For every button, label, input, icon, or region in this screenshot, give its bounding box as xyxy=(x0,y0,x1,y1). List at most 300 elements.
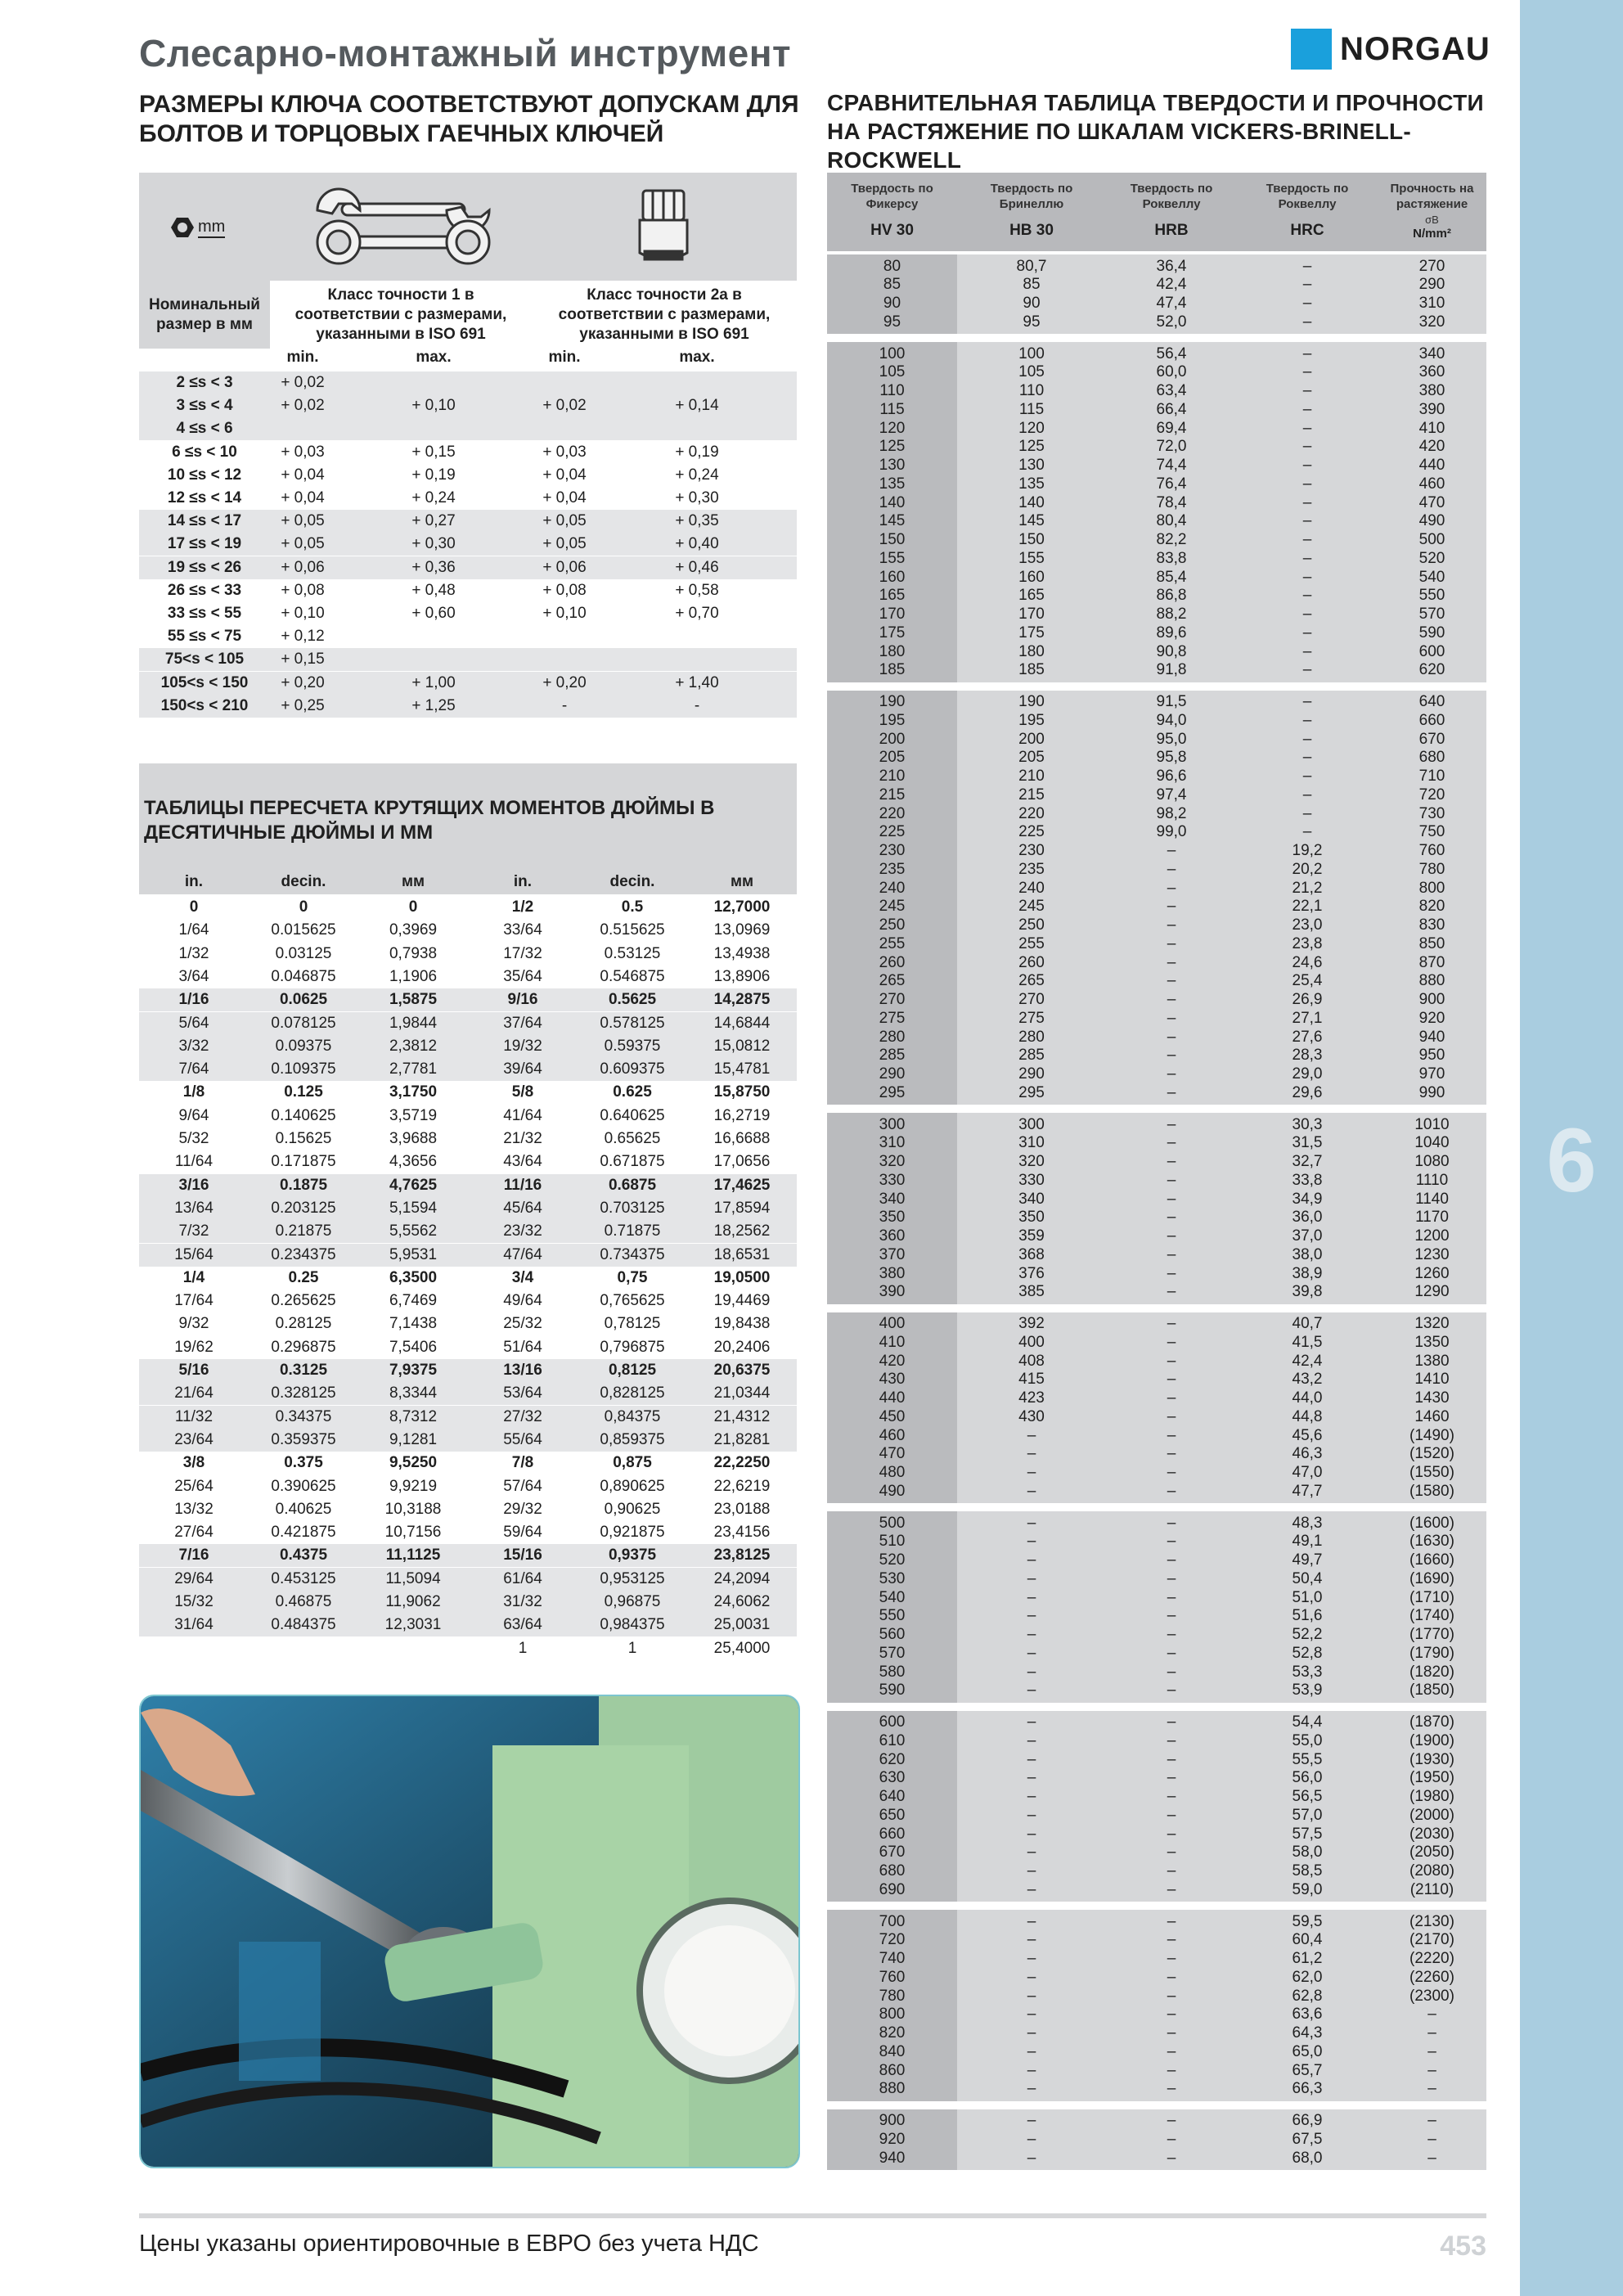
hardness-cell: (2050) xyxy=(1409,1844,1454,1862)
inch-row xyxy=(139,1197,797,1220)
hardness-cell: (1550) xyxy=(1409,1464,1454,1481)
inch-cell: 18,2562 xyxy=(713,1222,771,1240)
inch-row xyxy=(139,1382,797,1405)
inch-cell: 23/32 xyxy=(503,1222,542,1240)
hardness-cell: – xyxy=(1167,916,1176,934)
hardness-cell: – xyxy=(1167,1009,1176,1027)
hardness-group xyxy=(827,254,1486,334)
inch-cell: 51/64 xyxy=(503,1338,542,1356)
hardness-cell: 270 xyxy=(879,991,906,1008)
inch-cell: 3/4 xyxy=(511,1268,534,1286)
hardness-row xyxy=(827,1190,1486,1209)
hardness-cell: – xyxy=(1167,879,1176,897)
hardness-cell: 860 xyxy=(879,2061,906,2079)
inch-cell: 7,5406 xyxy=(389,1338,438,1356)
inch-cell: 1/4 xyxy=(182,1268,205,1286)
hardness-cell: 410 xyxy=(1418,419,1445,437)
inch-cell: 0,90625 xyxy=(604,1500,661,1518)
hardness-cell: 440 xyxy=(1418,457,1445,474)
col-decin-2: decin. xyxy=(609,873,655,890)
hardness-row xyxy=(827,1371,1486,1389)
inch-cell: 25,0031 xyxy=(713,1616,771,1634)
inch-cell: 12,7000 xyxy=(713,898,771,916)
hardness-cell: – xyxy=(1302,711,1312,729)
brand-name: NORGAU xyxy=(1340,30,1490,67)
section-title: Слесарно-монтажный инструмент xyxy=(139,32,792,74)
hardness-cell: – xyxy=(1027,1862,1036,1880)
hardness-cell: 57,5 xyxy=(1292,1825,1323,1843)
hardness-cell: 550 xyxy=(1418,587,1445,605)
hardness-row xyxy=(827,991,1486,1010)
tolerance-table xyxy=(139,173,797,714)
hardness-cell: 620 xyxy=(879,1750,906,1768)
tolerance-row xyxy=(139,533,797,556)
hardness-cell: – xyxy=(1427,2149,1436,2167)
inch-cell: 7/64 xyxy=(178,1060,209,1078)
hardness-cell: 270 xyxy=(1018,991,1045,1008)
inch-row xyxy=(139,1267,797,1290)
hardness-cell: – xyxy=(1167,934,1176,952)
hardness-cell: – xyxy=(1167,1333,1176,1351)
inch-row xyxy=(139,1336,797,1359)
hardness-cell: 63,6 xyxy=(1292,2006,1323,2024)
hardness-row xyxy=(827,1844,1486,1862)
inch-cell: 0.515625 xyxy=(600,921,665,939)
hardness-cell: 90 xyxy=(883,295,901,312)
hardness-cell: 400 xyxy=(879,1315,906,1332)
hardness-cell: 368 xyxy=(1018,1245,1045,1263)
hardness-cell: 95 xyxy=(1023,313,1041,331)
hardness-cell: 24,6 xyxy=(1292,953,1323,971)
hardness-row xyxy=(827,1028,1486,1047)
inch-cell: 0,890625 xyxy=(600,1477,665,1495)
hardness-cell: (1490) xyxy=(1409,1426,1454,1444)
hardness-cell: 69,4 xyxy=(1156,419,1187,437)
hardness-row xyxy=(827,1209,1486,1227)
hardness-row xyxy=(827,587,1486,606)
hardness-row xyxy=(827,1825,1486,1844)
tolerance-heading: РАЗМЕРЫ КЛЮЧА СООТВЕТСТВУЮТ ДОПУСКАМ ДЛЯ БОЛТОВ И ТОРЦОВЫХ ГАЕЧНЫХ КЛЮЧЕЙ xyxy=(139,91,799,147)
col-title-hrc: Твердость по Роквеллу xyxy=(1266,182,1349,211)
inch-row xyxy=(139,1150,797,1173)
hardness-cell: 38,9 xyxy=(1292,1264,1323,1282)
hardness-cell: 52,0 xyxy=(1156,313,1187,331)
hardness-cell: 250 xyxy=(1018,916,1045,934)
hardness-row xyxy=(827,363,1486,382)
tolerance-cell: + 0,20 xyxy=(542,673,587,691)
hardness-cell: 1380 xyxy=(1414,1352,1450,1370)
hardness-cell: – xyxy=(1167,1551,1176,1569)
hardness-cell: 690 xyxy=(879,1880,906,1898)
hardness-cell: 190 xyxy=(1018,693,1045,710)
hardness-cell: 56,0 xyxy=(1292,1769,1323,1787)
hardness-row xyxy=(827,934,1486,953)
inch-cell: 17,0656 xyxy=(713,1153,771,1171)
hardness-row xyxy=(827,1806,1486,1825)
hardness-cell: (1580) xyxy=(1409,1482,1454,1500)
hardness-cell: – xyxy=(1027,2006,1036,2024)
hardness-cell: 53,9 xyxy=(1292,1681,1323,1699)
hardness-row xyxy=(827,749,1486,768)
hardness-cell: – xyxy=(1302,786,1312,804)
hardness-row xyxy=(827,711,1486,730)
hardness-row xyxy=(827,1569,1486,1588)
hardness-cell: – xyxy=(1167,1115,1176,1133)
inch-cell: 15/32 xyxy=(174,1593,214,1610)
hardness-cell: – xyxy=(1167,1769,1176,1787)
hardness-row xyxy=(827,693,1486,712)
hardness-cell: – xyxy=(1302,400,1312,418)
hardness-cell: 1430 xyxy=(1414,1389,1450,1407)
hardness-cell: 320 xyxy=(1418,313,1445,331)
inch-cell: 37/64 xyxy=(503,1014,542,1032)
inch-cell: 15,8750 xyxy=(713,1083,771,1101)
hardness-cell: 660 xyxy=(1418,711,1445,729)
hardness-cell: 175 xyxy=(1018,624,1045,642)
hardness-cell: 225 xyxy=(879,823,906,841)
hardness-group xyxy=(827,1711,1486,1902)
inch-cell: 0.421875 xyxy=(271,1524,336,1542)
inch-cell: 3,9688 xyxy=(389,1130,438,1147)
inch-cell: 57/64 xyxy=(503,1477,542,1495)
inch-row xyxy=(139,943,797,966)
hardness-cell: 920 xyxy=(879,2130,906,2148)
hardness-cell: 380 xyxy=(879,1264,906,1282)
hardness-cell: 49,7 xyxy=(1292,1551,1323,1569)
hardness-cell: – xyxy=(1167,1880,1176,1898)
inch-cell: 0.15625 xyxy=(275,1130,332,1147)
hardness-table xyxy=(827,173,1486,2165)
inch-row xyxy=(139,1220,797,1243)
hardness-cell: – xyxy=(1427,2061,1436,2079)
hardness-cell: 22,1 xyxy=(1292,898,1323,916)
hardness-heading: СРАВНИТЕЛЬНАЯ ТАБЛИЦА ТВЕРДОСТИ И ПРОЧНОСТИ НА РАСТЯЖЕНИЕ ПО ШКАЛАМ VICKERS-BRINELL-ROCKWELL xyxy=(827,90,1484,173)
tolerance-cell: - xyxy=(561,696,568,714)
inch-cell: 1/64 xyxy=(178,921,209,939)
hardness-row xyxy=(827,2080,1486,2099)
nominal-size-cell: 55 ≤s < 75 xyxy=(167,628,242,646)
hardness-cell: (1740) xyxy=(1409,1607,1454,1625)
hardness-cell: 66,4 xyxy=(1156,400,1187,418)
hardness-cell: – xyxy=(1027,1968,1036,1986)
hardness-cell: (2300) xyxy=(1409,1987,1454,2005)
hardness-cell: 130 xyxy=(879,457,906,474)
hardness-cell: (1980) xyxy=(1409,1788,1454,1805)
hardness-cell: (2130) xyxy=(1409,1912,1454,1930)
hardness-cell: – xyxy=(1302,257,1312,275)
nominal-size-cell: 105<s < 150 xyxy=(160,673,249,691)
hardness-cell: 23,8 xyxy=(1292,934,1323,952)
hardness-cell: 230 xyxy=(1018,842,1045,859)
inch-cell: 18,6531 xyxy=(713,1245,771,1263)
sigma-b-label: σB xyxy=(1425,214,1439,226)
hardness-cell: – xyxy=(1027,1713,1036,1731)
hardness-cell: – xyxy=(1167,991,1176,1008)
hardness-cell: – xyxy=(1167,2006,1176,2024)
hardness-cell: 680 xyxy=(1418,749,1445,767)
hardness-row xyxy=(827,549,1486,568)
hardness-row xyxy=(827,1788,1486,1807)
hardness-cell: – xyxy=(1027,2149,1036,2167)
hardness-cell: 220 xyxy=(1018,804,1045,822)
hardness-cell: – xyxy=(1027,1588,1036,1606)
hardness-cell: 39,8 xyxy=(1292,1283,1323,1301)
hardness-cell: (1950) xyxy=(1409,1769,1454,1787)
inch-cell: 45/64 xyxy=(503,1199,542,1217)
inch-cell: 0.140625 xyxy=(271,1106,336,1124)
hardness-cell: 880 xyxy=(879,2080,906,2098)
inch-row xyxy=(139,1591,797,1614)
inch-cell: 13,8906 xyxy=(713,967,771,985)
hardness-cell: – xyxy=(1167,898,1176,916)
col-unit-tensile: N/mm² xyxy=(1413,227,1451,241)
hardness-cell: 160 xyxy=(879,568,906,586)
tolerance-cell: + 0,06 xyxy=(542,558,587,576)
inch-cell: 7/32 xyxy=(178,1222,209,1240)
col-title-hv: Твердость по Фикерсу xyxy=(851,182,933,211)
hardness-cell: 423 xyxy=(1018,1389,1045,1407)
hardness-cell: 48,3 xyxy=(1292,1514,1323,1532)
inch-cell: 11,1125 xyxy=(385,1546,441,1564)
hardness-cell: 97,4 xyxy=(1156,786,1187,804)
hardness-cell: 115 xyxy=(879,400,905,418)
inch-cell: 3,1750 xyxy=(389,1083,438,1101)
hardness-cell: 120 xyxy=(879,419,906,437)
tolerance-cell: + 0,03 xyxy=(542,443,587,461)
inch-cell: 13/64 xyxy=(174,1199,214,1217)
inch-cell: 5,5562 xyxy=(389,1222,438,1240)
hardness-cell: 800 xyxy=(879,2006,906,2024)
tolerance-row xyxy=(139,672,797,695)
hardness-row xyxy=(827,493,1486,512)
inch-cell: 23,8125 xyxy=(713,1546,771,1564)
hardness-cell: – xyxy=(1302,823,1312,841)
hardness-cell: 33,8 xyxy=(1292,1171,1323,1189)
hardness-cell: 21,2 xyxy=(1292,879,1323,897)
hardness-cell: 840 xyxy=(879,2042,906,2060)
inch-row xyxy=(139,1429,797,1452)
hardness-cell: – xyxy=(1167,1445,1176,1463)
inch-cell: 0.171875 xyxy=(271,1153,336,1171)
hardness-cell: 650 xyxy=(879,1806,906,1824)
hardness-cell: 1110 xyxy=(1415,1171,1449,1189)
inch-cell: 0.703125 xyxy=(600,1199,665,1217)
hardness-cell: 165 xyxy=(1018,587,1045,605)
hardness-cell: 91,5 xyxy=(1156,693,1187,710)
tolerance-cell: + 0,03 xyxy=(281,443,325,461)
inch-cell: 21/64 xyxy=(174,1384,214,1402)
hardness-cell: 200 xyxy=(879,730,906,748)
hardness-cell: – xyxy=(1302,642,1312,660)
hardness-cell: 235 xyxy=(879,860,906,878)
wrench-photo xyxy=(139,1695,800,2168)
inch-cell: 22,6219 xyxy=(713,1477,771,1495)
hardness-cell: 38,0 xyxy=(1292,1245,1323,1263)
hardness-cell: – xyxy=(1427,2006,1436,2024)
col-unit-hv: HV 30 xyxy=(870,222,914,239)
inch-cell: 0,75 xyxy=(617,1268,648,1286)
hardness-cell: 260 xyxy=(1018,953,1045,971)
hardness-cell: 340 xyxy=(879,1190,906,1208)
hardness-cell: 105 xyxy=(879,363,906,381)
inch-row xyxy=(139,1568,797,1591)
hardness-cell: 620 xyxy=(1418,661,1445,679)
inch-cell: 0.3125 xyxy=(279,1362,328,1379)
hardness-row xyxy=(827,1588,1486,1607)
hardness-cell: 1080 xyxy=(1414,1153,1450,1170)
tolerance-cell: + 0,02 xyxy=(542,397,587,415)
hardness-row xyxy=(827,400,1486,419)
hardness-group xyxy=(827,691,1486,1105)
col-mm-1: мм xyxy=(401,873,425,890)
hardness-cell: 610 xyxy=(879,1731,906,1749)
inch-cell: 5/8 xyxy=(511,1083,534,1101)
inch-cell: 35/64 xyxy=(503,967,542,985)
hardness-row xyxy=(827,730,1486,749)
inch-cell: 0.078125 xyxy=(271,1014,336,1032)
hardness-cell: – xyxy=(1302,295,1312,312)
tolerance-cell: + 0,19 xyxy=(411,466,456,484)
tolerance-cell: + 0,08 xyxy=(281,581,325,599)
inch-cell: 5/16 xyxy=(178,1362,209,1379)
inch-cell: 14,2875 xyxy=(713,991,771,1009)
hardness-cell: 310 xyxy=(879,1134,906,1152)
inch-row xyxy=(139,988,797,1011)
inch-cell: 23,0188 xyxy=(713,1500,771,1518)
hardness-cell: 130 xyxy=(1018,457,1045,474)
hardness-cell: 580 xyxy=(879,1663,906,1681)
inch-cell: 0.40625 xyxy=(275,1500,332,1518)
inch-cell: 63/64 xyxy=(503,1616,542,1634)
hardness-row xyxy=(827,276,1486,295)
hardness-cell: 260 xyxy=(879,953,906,971)
inch-cell: 8,7312 xyxy=(389,1407,438,1425)
hardness-cell: – xyxy=(1167,1533,1176,1551)
inch-cell: 24,2094 xyxy=(713,1569,771,1587)
hardness-cell: 570 xyxy=(879,1644,906,1662)
col-title-tensile: Прочность на растяжение xyxy=(1390,182,1474,211)
hardness-row xyxy=(827,1047,1486,1065)
inch-cell: 0.625 xyxy=(613,1083,652,1101)
inch-table-title: ТАБЛИЦЫ ПЕРЕСЧЕТА КРУТЯЩИХ МОМЕНТОВ ДЮЙМЫ В ДЕСЯТИЧНЫЕ ДЮЙМЫ И ММ xyxy=(144,797,715,844)
class1-header: Класс точности 1 в соответствии с размерами, указанными в ISO 691 xyxy=(294,286,507,343)
tolerance-cell: + 0,05 xyxy=(542,535,587,553)
tolerance-icons-band xyxy=(139,173,797,281)
hardness-cell: – xyxy=(1167,1987,1176,2005)
inch-cell: 0.046875 xyxy=(271,967,336,985)
inch-cell: 14,6844 xyxy=(713,1014,771,1032)
inch-cell: 0.671875 xyxy=(600,1153,665,1171)
inch-cell: 0.265625 xyxy=(271,1292,336,1310)
hardness-cell: (1850) xyxy=(1409,1681,1454,1699)
hardness-cell: 195 xyxy=(1018,711,1045,729)
hardness-cell: 34,9 xyxy=(1292,1190,1323,1208)
hardness-cell: 1410 xyxy=(1414,1371,1450,1389)
hardness-cell: 225 xyxy=(1018,823,1045,841)
hardness-cell: 91,8 xyxy=(1156,661,1187,679)
hardness-cell: 215 xyxy=(879,786,906,804)
inch-cell: 8,3344 xyxy=(389,1384,438,1402)
inch-cell: 0.453125 xyxy=(271,1569,336,1587)
hardness-cell: 275 xyxy=(1018,1009,1045,1027)
hardness-cell: – xyxy=(1427,2042,1436,2060)
hardness-cell: – xyxy=(1167,2149,1176,2167)
hardness-cell: 670 xyxy=(1418,730,1445,748)
hex-mm-label xyxy=(170,217,225,238)
hardness-cell: 155 xyxy=(1018,549,1045,567)
hardness-row xyxy=(827,1514,1486,1533)
hardness-cell: (1690) xyxy=(1409,1569,1454,1587)
hardness-cell: 1230 xyxy=(1414,1245,1450,1263)
tolerance-row xyxy=(139,648,797,671)
inch-row xyxy=(139,1012,797,1035)
inch-row xyxy=(139,1544,797,1567)
hardness-cell: – xyxy=(1167,1047,1176,1065)
hardness-cell: – xyxy=(1302,419,1312,437)
hardness-row xyxy=(827,1750,1486,1769)
tolerance-row xyxy=(139,394,797,417)
hardness-cell: – xyxy=(1302,624,1312,642)
hardness-cell: – xyxy=(1167,1264,1176,1282)
inch-cell: 11,9062 xyxy=(385,1593,441,1610)
hardness-row xyxy=(827,1009,1486,1028)
hardness-cell: 660 xyxy=(879,1825,906,1843)
hardness-row xyxy=(827,1912,1486,1931)
nominal-size-cell: 26 ≤s < 33 xyxy=(167,581,242,599)
hardness-cell: 310 xyxy=(1418,295,1445,312)
hardness-cell: 540 xyxy=(1418,568,1445,586)
hardness-cell: (2220) xyxy=(1409,1950,1454,1967)
hardness-cell: 530 xyxy=(879,1569,906,1587)
hardness-cell: 920 xyxy=(1418,1009,1445,1027)
hardness-cell: 940 xyxy=(879,2149,906,2167)
tolerance-cell: + 0,04 xyxy=(542,489,587,506)
inch-row xyxy=(139,1128,797,1150)
inch-cell: 6,7469 xyxy=(389,1292,438,1310)
hardness-cell: 590 xyxy=(879,1681,906,1699)
hardness-row xyxy=(827,2061,1486,2080)
tolerance-cell: + 0,58 xyxy=(675,581,719,599)
hardness-cell: 780 xyxy=(879,1987,906,2005)
inch-row xyxy=(139,1058,797,1081)
inch-cell: 55/64 xyxy=(503,1430,542,1448)
hardness-cell: 430 xyxy=(879,1371,906,1389)
hardness-cell: – xyxy=(1302,768,1312,785)
hardness-cell: – xyxy=(1027,2061,1036,2079)
hardness-cell: – xyxy=(1167,1209,1176,1227)
hardness-row xyxy=(827,1713,1486,1732)
hardness-row xyxy=(827,1445,1486,1464)
hardness-cell: 125 xyxy=(1018,438,1045,456)
hardness-cell: (1600) xyxy=(1409,1514,1454,1532)
hardness-cell: – xyxy=(1027,1806,1036,1824)
inch-cell: 1/16 xyxy=(178,991,209,1009)
hardness-cell: 66,9 xyxy=(1292,2112,1323,2129)
hardness-cell: 95,8 xyxy=(1156,749,1187,767)
inch-cell: 0,8125 xyxy=(608,1362,657,1379)
hardness-row xyxy=(827,1153,1486,1172)
inch-cell: 7,9375 xyxy=(389,1362,438,1379)
inch-cell: 0.03125 xyxy=(275,944,332,962)
inch-row xyxy=(139,1498,797,1521)
hardness-cell: 359 xyxy=(1018,1227,1045,1245)
inch-cell: 2,7781 xyxy=(389,1060,438,1078)
hardness-cell: – xyxy=(1027,1825,1036,1843)
hardness-cell: 340 xyxy=(1018,1190,1045,1208)
hardness-cell: – xyxy=(1167,1482,1176,1500)
inch-cell: 15/64 xyxy=(174,1245,214,1263)
hardness-cell: – xyxy=(1302,804,1312,822)
